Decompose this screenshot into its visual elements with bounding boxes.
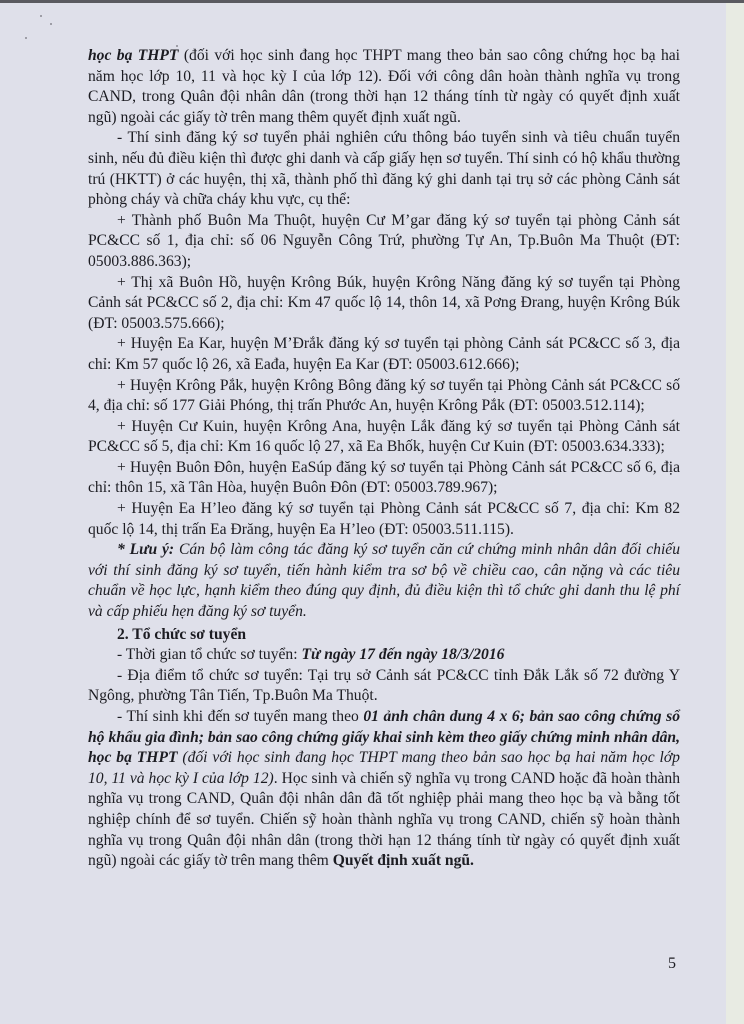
note-label: * Lưu ý: <box>117 541 175 559</box>
scan-speck <box>25 37 27 39</box>
location-item-1: + Thành phố Buôn Ma Thuột, huyện Cư M’gar đăng ký sơ tuyển tại phòng Cảnh sát PC&CC số 1, địa chỉ: số 06 Nguyễn Công Trứ, phường Tự An, Tp.Buôn Ma Thuột (ĐT: 05003.886.363); <box>88 211 680 270</box>
location-item-5: + Huyện Cư Kuin, huyện Krông Ana, huyện Lắk đăng ký sơ tuyển tại Phòng Cảnh sát PC&CC số 5, địa chỉ: Km 16 quốc lộ 27, xã Ea Bhốk, huyện Cư Kuin (ĐT: 05003.634.333); <box>88 417 680 456</box>
place-paragraph: - Địa điểm tổ chức sơ tuyển: Tại trụ sở Cảnh sát PC&CC tỉnh Đắk Lắk số 72 đường Y Ngông, phường Tân Tiến, Tp.Buôn Ma Thuột. <box>88 666 680 705</box>
location-item-6: + Huyện Buôn Đôn, huyện EaSúp đăng ký sơ tuyển tại Phòng Cảnh sát PC&CC số 6, địa chỉ: thôn 15, xã Tân Hòa, huyện Buôn Đôn (ĐT: 05003.789.967); <box>88 458 680 497</box>
scan-speck <box>50 23 52 25</box>
location-item-4: + Huyện Krông Pắk, huyện Krông Bông đăng ký sơ tuyển tại Phòng Cảnh sát PC&CC số 4, địa chỉ: số 177 Giải Phóng, thị trấn Phước An, huyện Krông Pắk (ĐT: 05003.512.114); <box>88 376 680 415</box>
location-item-3: + Huyện Ea Kar, huyện M’Đrắk đăng ký sơ tuyển tại phòng Cảnh sát PC&CC số 3, địa chỉ: Km 57 quốc lộ 26, xã Eađa, huyện Ea Kar (ĐT: 05003.612.666); <box>88 335 680 373</box>
location-item-2: + Thị xã Buôn Hồ, huyện Krông Búk, huyện Krông Năng đăng ký sơ tuyển tại Phòng Cảnh sát PC&CC số 2, địa chỉ: Km 47 quốc lộ 14, thôn 14, xã Pơng Đrang, huyện Krông Búk (ĐT: 05003.575.666); <box>88 273 680 332</box>
requirements-intro: - Thí sinh khi đến sơ tuyển mang theo <box>117 708 364 725</box>
note-text: Cán bộ làm công tác đăng ký sơ tuyển căn cứ chứng minh nhân dân đối chiếu với thí sinh đăng ký sơ tuyển, tiến hành kiểm tra sơ bộ về chiều cao, cân nặng và các tiêu chuẩn về học lực, hạnh kiểm theo đúng quy định, đủ điều kiện thì tổ chức ghi danh thu lệ phí và cấp phiếu hẹn đăng ký sơ tuyển. <box>88 541 681 621</box>
requirements-documents: 01 ảnh chân dung 4 x 6; bản sao công chứng sổ hộ khẩu gia đình; bản sao công chứng giấy khai sinh kèm theo giấy chứng minh nhân dân, học bạ THPT <box>88 708 680 767</box>
scan-speck <box>40 15 42 17</box>
time-value: Từ ngày 17 đến ngày 18/3/2016 <box>301 646 505 664</box>
document-body <box>88 46 680 872</box>
scan-margin-strip <box>726 3 744 1024</box>
time-paragraph <box>88 645 680 666</box>
requirements-text: . Học sinh và chiến sỹ nghĩa vụ trong CAND hoặc đã hoàn thành nghĩa vụ trong CAND, Quân đội nhân dân đã tốt nghiệp phải mang theo học bạ và bằng tốt nghiệp chính để sơ tuyển. Chiến sỹ hoàn thành nghĩa vụ trong CAND, chiến sỹ hoàn thành nghĩa vụ trong Quân đội nhân dân (trong thời hạn 12 tháng tính từ ngày có quyết định xuất ngũ) ngoài các giấy tờ trên mang thêm <box>88 769 681 870</box>
registration-paragraph: - Thí sinh đăng ký sơ tuyển phải nghiên cứu thông báo tuyển sinh và tiêu chuẩn tuyển sinh, nếu đủ điều kiện thì được ghi danh và cấp giấy hẹn sơ tuyển. Thí sinh có hộ khẩu thường trú (HKTT) ở các huyện, thị xã, thành phố thì đăng ký ghi danh tại trụ sở các phòng Cảnh sát phòng cháy và chữa cháy khu vực, cụ thể: <box>88 129 680 209</box>
requirements-note: (đối với học sinh đang học THPT mang theo bản sao học bạ hai năm học lớp 10, 11 và học kỳ I của lớp 12) <box>88 749 680 787</box>
section-heading: 2. Tổ chức sơ tuyển <box>117 625 247 643</box>
requirements-discharge: Quyết định xuất ngũ. <box>332 852 474 870</box>
paragraph-text: (đối với học sinh đang học THPT mang theo bản sao công chứng học bạ hai năm học lớp 10, 11 và học kỳ I của lớp 12). Đối với công dân hoàn thành nghĩa vụ trong CAND, trong Quân đội nhân dân (trong thời hạn 12 tháng tính từ ngày có quyết định xuất ngũ) ngoài các giấy tờ trên mang thêm quyết định xuất ngũ. <box>88 47 680 126</box>
time-label: - Thời gian tổ chức sơ tuyển: <box>117 646 302 664</box>
requirements-paragraph <box>88 707 680 872</box>
page-number: 5 <box>668 955 676 972</box>
note-paragraph <box>88 540 680 622</box>
location-item-7: + Huyện Ea H’leo đăng ký sơ tuyển tại Phòng Cảnh sát PC&CC số 7, địa chỉ: Km 82 quốc lộ 14, thị trấn Ea Đrăng, huyện Ea H’leo (ĐT: 05003.511.115). <box>88 500 680 538</box>
emphasis-text: học bạ THPT <box>88 47 179 64</box>
paragraph-continuation <box>88 46 680 128</box>
